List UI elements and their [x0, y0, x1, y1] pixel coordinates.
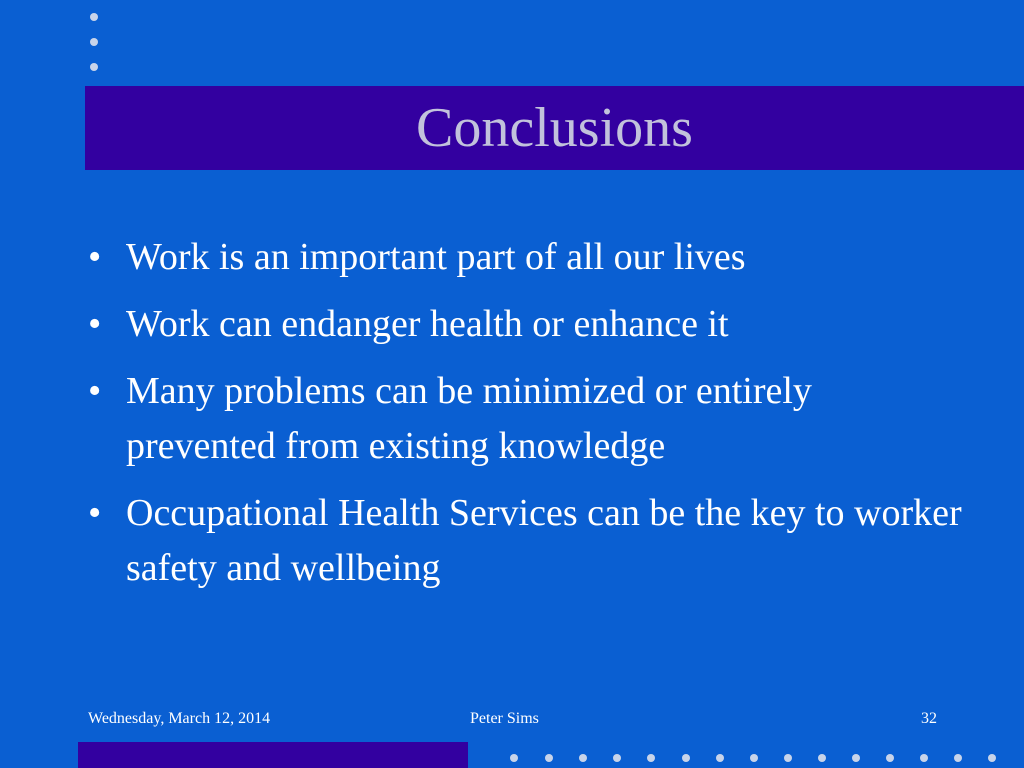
- decor-dot: [90, 63, 98, 71]
- decor-dot: [920, 754, 928, 762]
- bullet-item: [84, 364, 964, 474]
- footer-author: Peter Sims: [470, 710, 539, 727]
- decor-dot: [954, 754, 962, 762]
- bullet-marker: •: [88, 492, 102, 534]
- decor-dot: [90, 13, 98, 21]
- bullet-text: Work is an important part of all our lives: [126, 236, 746, 278]
- decor-dot: [545, 754, 553, 762]
- bullet-text: Work can endanger health or enhance it: [126, 303, 729, 345]
- decor-dot: [647, 754, 655, 762]
- decor-dot: [716, 754, 724, 762]
- decor-dot: [682, 754, 690, 762]
- decor-dot: [852, 754, 860, 762]
- bullet-item: [84, 230, 964, 285]
- bullet-item: [84, 486, 964, 596]
- bottom-band: [78, 742, 468, 768]
- footer-date: Wednesday, March 12, 2014: [88, 710, 271, 727]
- decor-dot: [886, 754, 894, 762]
- bullet-item: [84, 297, 964, 352]
- decor-dot: [818, 754, 826, 762]
- footer-page-number: 32: [921, 710, 937, 727]
- decor-dot: [579, 754, 587, 762]
- bullet-text: Occupational Health Services can be the key to worker safety and wellbeing: [126, 492, 962, 589]
- bullet-marker: •: [88, 370, 102, 412]
- decor-dot: [90, 38, 98, 46]
- bullet-marker: •: [88, 303, 102, 345]
- decor-dot: [988, 754, 996, 762]
- decor-dot: [613, 754, 621, 762]
- decor-dot: [784, 754, 792, 762]
- decor-dot: [510, 754, 518, 762]
- decor-dot: [750, 754, 758, 762]
- bullet-list: [84, 230, 964, 608]
- bullet-text: Many problems can be minimized or entirely prevented from existing knowledge: [126, 370, 812, 467]
- slide-title: Conclusions: [416, 97, 693, 159]
- bullet-marker: •: [88, 236, 102, 278]
